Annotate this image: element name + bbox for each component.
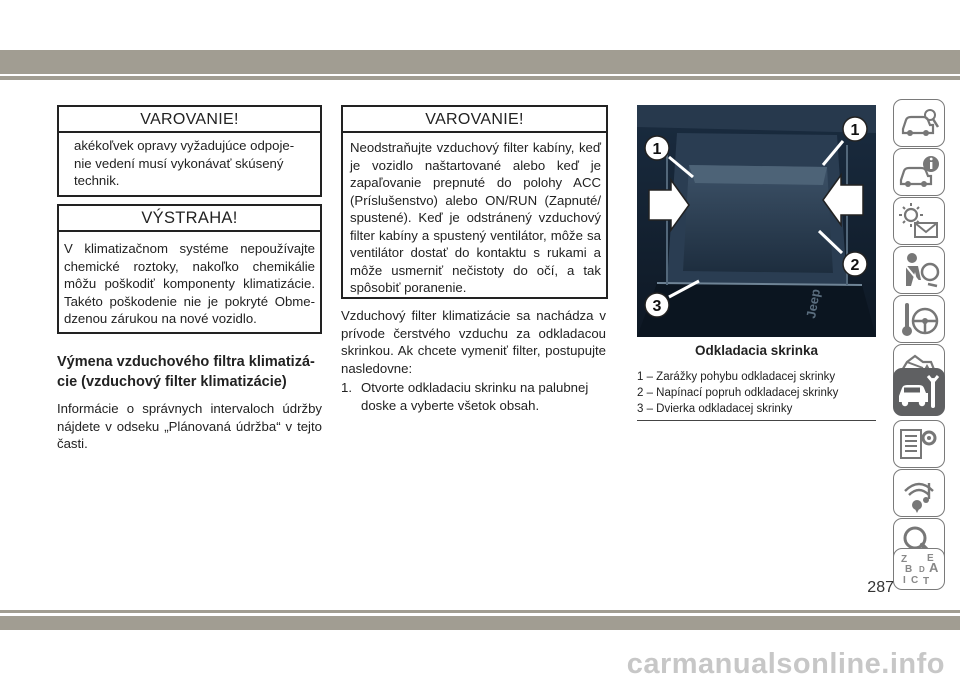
steering-gear-icon	[897, 299, 941, 339]
tab-car-info[interactable]	[893, 148, 945, 196]
index-letter: I	[903, 575, 906, 586]
index-letters-icon	[897, 552, 941, 588]
warning-box-mid	[341, 105, 608, 299]
car-wrench-icon	[897, 372, 941, 412]
legend-item-3: 3 – Dvierka odkladacej skrinky	[637, 403, 793, 415]
step-1-number: 1.	[341, 380, 352, 395]
legend-item-1: 1 – Zarážky pohybu odkladacej skrinky	[637, 371, 836, 383]
caution-box-left	[57, 204, 322, 334]
tab-specs-gear[interactable]	[893, 420, 945, 468]
header-rule	[0, 76, 960, 80]
tab-airbag-seatbelt[interactable]	[893, 246, 945, 294]
callout-1-right-label: 1	[850, 122, 860, 139]
footer-band	[0, 616, 960, 630]
callout-2	[843, 252, 867, 276]
glovebox-photo	[637, 105, 876, 337]
warning-left-line-1: akékoľvek opravy vyžadujúce odpoje-	[74, 138, 295, 153]
callout-1-right	[843, 117, 867, 141]
section-heading-line-2: cie (vzduchový filter klimatizácie)	[57, 374, 287, 390]
tab-music-nav[interactable]	[893, 469, 945, 517]
watermark: carmanualsonline.info	[626, 648, 945, 680]
section-heading-line-1: Výmena vzduchového filtra klimatizá-	[57, 354, 315, 370]
index-letter: A	[929, 560, 939, 575]
airbag-seatbelt-icon	[897, 250, 941, 290]
footer-rule	[0, 610, 960, 613]
step-1-line-1: Otvorte odkladaciu skrinku na palubnej	[361, 380, 589, 395]
caution-box-left-body: V klimatizačnom systéme nepoužívajte chemické roztoky, nakoľko chemikálie môžu poškodiť komponenty klimatizácie. Takéto poškodenie nie je pokryté Obme-dzenou zárukou na nové vozidlo.	[64, 241, 315, 326]
warning-box-left-head: VAROVANIE!	[59, 107, 320, 133]
figure-legend	[637, 369, 876, 417]
page-number: 287	[867, 579, 894, 596]
tab-steering-gear[interactable]	[893, 295, 945, 343]
legend-item-2: 2 – Napínací popruh odkladacej skrinky	[637, 387, 839, 399]
warning-box-mid-head: VAROVANIE!	[343, 107, 606, 133]
header-band	[0, 50, 960, 74]
specs-gear-icon	[897, 424, 941, 464]
step-1-line-2: doske a vyberte všetok obsah.	[361, 397, 540, 413]
index-letter: C	[911, 575, 919, 586]
car-key-icon	[897, 103, 941, 143]
index-letter: T	[923, 576, 930, 587]
callout-3-label: 3	[652, 298, 662, 315]
tab-index[interactable]	[893, 548, 945, 590]
warning-left-line-2: nie vedení musí vykonávať skúsený	[74, 155, 284, 171]
warning-box-left	[57, 105, 322, 197]
index-letter: D	[919, 565, 925, 574]
callout-1-left-label: 1	[652, 141, 662, 158]
warning-box-mid-body: Neodstraňujte vzduchový filter kabíny, keď je vozidlo naštartované alebo keď je zapaľovanie prepnuté do polohy ACC (Príslušenstvo) alebo ON/RUN (Zapnuté/ spustené). Keď je odstránený vzduchový filter kabíny a spustený ventilátor, môže sa ventilátor dostať do kontaktu s rukami a môže usmerniť nečistoty do očí, a tak spôsobiť poranenie.	[350, 140, 601, 295]
car-info-icon	[897, 152, 941, 192]
callout-2-label: 2	[850, 257, 860, 274]
legend-rule	[637, 420, 876, 421]
jeep-logo-text: Jeep	[803, 287, 824, 320]
caution-box-left-head: VÝSTRAHA!	[59, 206, 320, 232]
index-letter: B	[905, 564, 913, 575]
music-nav-icon	[897, 473, 941, 513]
callout-3	[645, 293, 669, 317]
tab-car-key[interactable]	[893, 99, 945, 147]
section-intro: Informácie o správnych intervaloch údržby nájdete v odseku „Plánovaná údržba“ v tejto časti.	[57, 401, 322, 451]
tab-warning-lights[interactable]	[893, 197, 945, 245]
tab-car-wrench-active[interactable]	[893, 368, 945, 416]
section-heading	[57, 352, 327, 392]
warning-lights-mail-icon	[897, 201, 941, 241]
figure-title: Odkladacia skrinka	[694, 343, 819, 358]
warning-left-line-3: technik.	[74, 173, 120, 188]
index-letter: E	[927, 553, 934, 564]
index-letter: Z	[901, 554, 908, 565]
step-1	[341, 379, 606, 414]
callout-1-left	[645, 136, 669, 160]
filter-location-text: Vzduchový filter klimatizácie sa nachádza v prívode čerstvého vzduchu za odkladacou skrinkou. Ak chcete vymeniť filter, postupujte nasledovne:	[341, 308, 606, 376]
warning-box-left-body	[59, 133, 320, 196]
